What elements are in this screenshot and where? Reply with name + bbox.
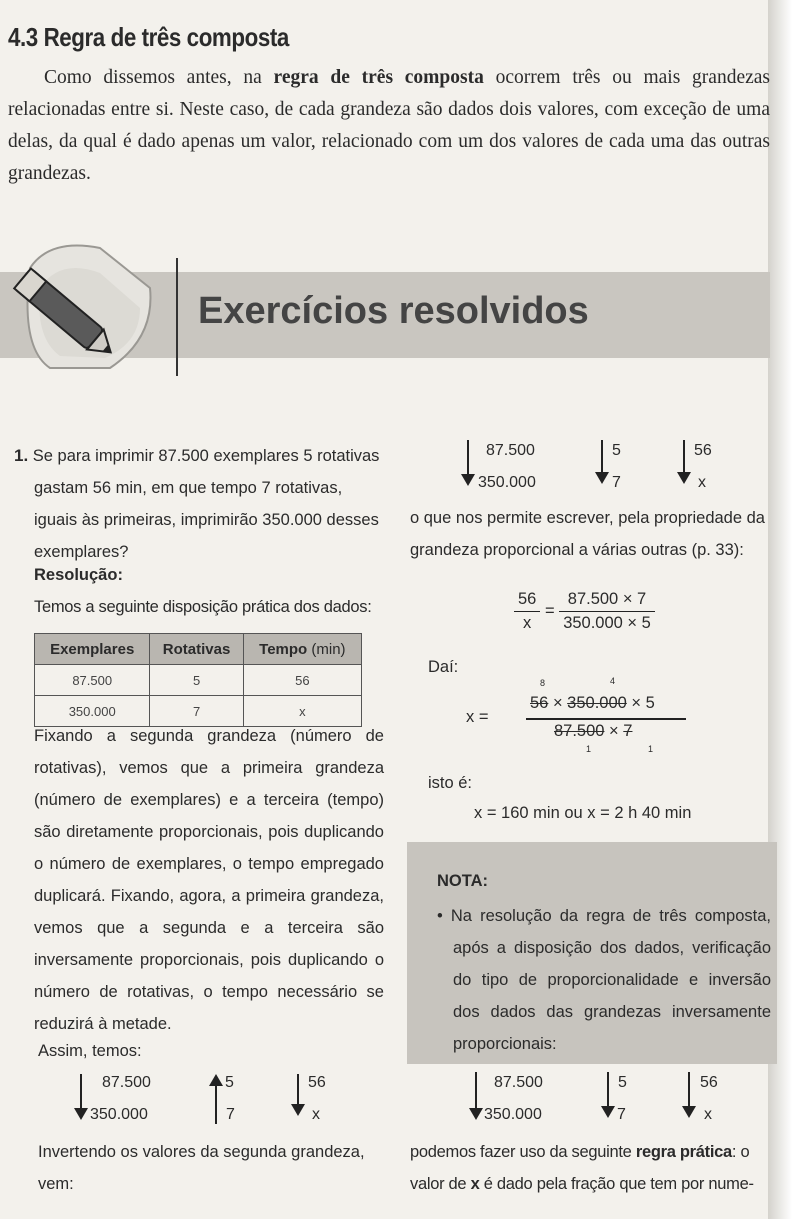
inverting-text: Invertendo os valores da segunda grandeza, vem: bbox=[38, 1143, 365, 1193]
result: x = 160 min ou x = 2 h 40 min bbox=[474, 804, 692, 822]
pencil-icon bbox=[0, 228, 160, 378]
exercise-number: 1. bbox=[14, 446, 29, 465]
data-table bbox=[34, 633, 362, 727]
equation-proportion: $\frac{56}{x}$ = $\frac{87.500 \times 7}{350.000 \times 5}$ bbox=[514, 590, 655, 633]
banner-divider bbox=[176, 258, 178, 376]
explanation-paragraph: Fixando a segunda grandeza (número de rotativas), vemos que a primeira grandeza (número de exemplares) e a terceira (tempo) são diretamente proporcionais, pois duplicando o número de exemplares, o tempo empregado duplicará. Fixando, agora, a primeira grandeza, vemos que a segunda e a terceira são inversamente proporcionais, pois duplicando o número de rotativas, o tempo necessário se reduzirá à metade. bbox=[34, 727, 384, 1033]
equation-simplification: x = 8 4 56 × 350.000 × 5 87.500 × 7 1 1 bbox=[466, 678, 706, 758]
table-header-tempo: Tempo (min) bbox=[243, 634, 361, 665]
intro-paragraph: Como dissemos antes, na regra de três composta ocorrem três ou mais grandezas relacionadas entre si. Neste caso, de cada grandeza são dados dois valores, com exceção de uma delas, da qual é dado apenas um valor, relacionado com um dos valores de cada uma das outras grandezas. bbox=[8, 67, 770, 184]
final-paragraph: podemos fazer uso da seguinte regra prática: o valor de x é dado pela fração que tem por nume- bbox=[410, 1143, 754, 1193]
assim-label: Assim, temos: bbox=[38, 1042, 142, 1060]
table-intro: Temos a seguinte disposição prática dos dados: bbox=[34, 598, 372, 616]
intro-bold-term: regra de três composta bbox=[273, 67, 484, 88]
isto-label: isto é: bbox=[428, 774, 473, 792]
note-text: • Na resolução da regra de três composta, após a disposição dos dados, verificação do tipo de proporcionalidade e inversão dos dados das grandezas inversamente proporcionais: bbox=[437, 907, 771, 1053]
note-title: NOTA: bbox=[437, 872, 489, 890]
dai-label: Daí: bbox=[428, 658, 459, 676]
resolution-label: Resolução: bbox=[34, 566, 123, 584]
table-row: 350.000 7 x bbox=[35, 696, 362, 727]
exercise-statement: 1. Se para imprimir 87.500 exemplares 5 rotativas gastam 56 min, em que tempo 7 rotativas, iguais às primeiras, imprimirão 350.000 desses exemplares? bbox=[14, 446, 380, 561]
table-row: 87.500 5 56 bbox=[35, 665, 362, 696]
proportion-text: o que nos permite escrever, pela propriedade da grandeza proporcional a várias outras (p. 33): bbox=[410, 509, 765, 559]
table-header-exemplares: Exemplares bbox=[35, 634, 150, 665]
banner-title: Exercícios resolvidos bbox=[198, 290, 589, 332]
table-header-rotativas: Rotativas bbox=[150, 634, 243, 665]
section-heading: 4.3 Regra de três composta bbox=[8, 22, 289, 52]
